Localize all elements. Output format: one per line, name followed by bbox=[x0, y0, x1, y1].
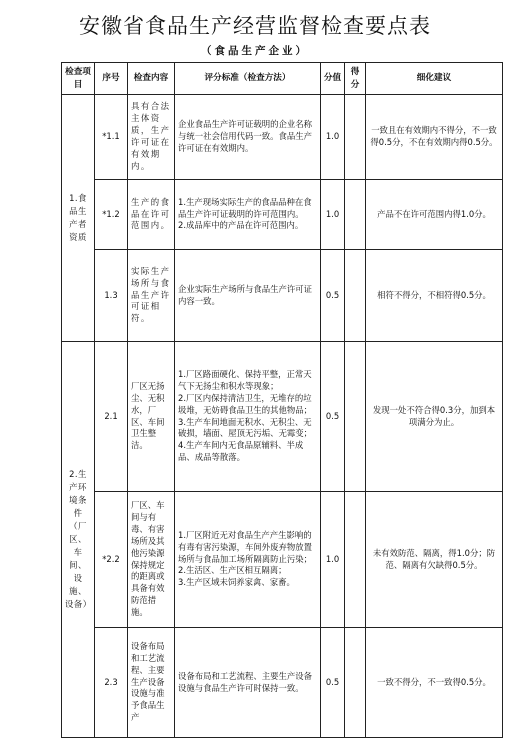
standard-line: 1.厂区路面硬化、保持平整，正常天气下无扬尘和积水等现象； bbox=[178, 368, 312, 391]
standard-line: 3.生产区域未饲养家禽、家畜。 bbox=[178, 577, 295, 588]
standard-line: 1.厂区附近无对食品生产产生影响的有毒有害污染源，车间外废弃物放置场所与食品加工场所隔离防止污染； bbox=[178, 529, 312, 564]
standard-line: 企业实际生产场所与食品生产许可证内容一致。 bbox=[178, 283, 312, 306]
standard-cell bbox=[175, 95, 321, 180]
get-cell bbox=[345, 492, 366, 628]
content-cell: 厂区无扬尘、无积水，厂区、车间卫生整洁。 bbox=[128, 342, 175, 492]
standard-line: 2.厂区内保持清洁卫生，无堆存的垃圾堆，无妨碍食品卫生的其他物品； bbox=[178, 392, 312, 415]
detail-cell: 产品不在许可范围内得1.0分。 bbox=[366, 180, 503, 250]
table-row bbox=[62, 628, 503, 738]
no-cell: *2.2 bbox=[95, 492, 128, 628]
header-no: 序号 bbox=[95, 63, 128, 95]
standard-cell bbox=[175, 180, 321, 250]
table-row bbox=[62, 250, 503, 342]
header-get: 得分 bbox=[345, 63, 366, 95]
document-subtitle: （食品生产企业） bbox=[201, 45, 309, 57]
header-detail: 细化建议 bbox=[366, 63, 503, 95]
detail-cell: 发现一处不符合得0.3分，加到本项满分为止。 bbox=[366, 342, 503, 492]
header-row bbox=[62, 63, 503, 95]
content-cell: 设备布局和工艺流程、主要生产设备设施与准予食品生产 bbox=[128, 628, 175, 738]
table-row bbox=[62, 342, 503, 492]
standard-line: 企业食品生产许可证载明的企业名称与统一社会信用代码一致。食品生产许可证在有效期内。 bbox=[178, 119, 312, 153]
header-standard: 评分标准（检查方法） bbox=[175, 63, 321, 95]
get-cell bbox=[345, 250, 366, 342]
header-content: 检查内容 bbox=[128, 63, 175, 95]
inspection-table bbox=[61, 62, 503, 738]
document-title: 安徽省食品生产经营监督检查要点表 bbox=[79, 14, 431, 38]
get-cell bbox=[345, 628, 366, 738]
get-cell bbox=[345, 342, 366, 492]
score-cell: 0.5 bbox=[321, 250, 345, 342]
standard-line: 2.生活区、生产区相互隔离； bbox=[178, 565, 287, 576]
content-cell: 厂区、车间与有毒、有害场所及其他污染源保持规定的距离或具备有效防范措施。 bbox=[128, 492, 175, 628]
standard-cell bbox=[175, 250, 321, 342]
detail-cell: 一致且在有效期内不得分，不一致得0.5分，不在有效期内得0.5分。 bbox=[366, 95, 503, 180]
content-cell: 具有合法主体资质，生产许可证在有效期内。 bbox=[128, 95, 175, 180]
standard-cell bbox=[175, 628, 321, 738]
standard-cell bbox=[175, 492, 321, 628]
no-cell: 2.1 bbox=[95, 342, 128, 492]
standard-cell bbox=[175, 342, 321, 492]
table-row bbox=[62, 180, 503, 250]
no-cell: *1.1 bbox=[95, 95, 128, 180]
table-row bbox=[62, 492, 503, 628]
standard-line: 2.成品库中的产品在许可范围内。 bbox=[178, 220, 304, 231]
detail-cell: 相符不得分，不相符得0.5分。 bbox=[366, 250, 503, 342]
get-cell bbox=[345, 180, 366, 250]
content-cell: 实际生产场所与食品生产许可证相符。 bbox=[128, 250, 175, 342]
standard-line: 4.生产车间内无食品原辅料、半成品、成品等散落。 bbox=[178, 440, 304, 463]
get-cell bbox=[345, 95, 366, 180]
detail-cell: 一致不得分，不一致得0.5分。 bbox=[366, 628, 503, 738]
score-cell: 0.5 bbox=[321, 342, 345, 492]
no-cell: *1.2 bbox=[95, 180, 128, 250]
standard-line: 设备布局和工艺流程、主要生产设备设施与食品生产许可时保持一致。 bbox=[178, 670, 312, 693]
standard-line: 1.生产现场实际生产的食品品种在食品生产许可证载明的许可范围内。 bbox=[178, 196, 312, 219]
header-item: 检查项目 bbox=[62, 63, 95, 95]
score-cell: 1.0 bbox=[321, 180, 345, 250]
item-cell: 1.食品生产者资质 bbox=[62, 95, 95, 342]
item-cell: 2.生产环境条件（厂区、车间、设施、设备） bbox=[62, 342, 95, 738]
score-cell: 0.5 bbox=[321, 628, 345, 738]
content-cell: 生产的食品在许可范围内。 bbox=[128, 180, 175, 250]
detail-cell: 未有效防范、隔离，得1.0分；防范、隔离有欠缺得0.5分。 bbox=[366, 492, 503, 628]
no-cell: 2.3 bbox=[95, 628, 128, 738]
score-cell: 1.0 bbox=[321, 492, 345, 628]
standard-line: 3.生产车间地面无积水、无积尘、无破损，墙面、屋顶无污垢、无霉变； bbox=[178, 416, 312, 439]
table-row bbox=[62, 95, 503, 180]
score-cell: 1.0 bbox=[321, 95, 345, 180]
no-cell: 1.3 bbox=[95, 250, 128, 342]
header-score: 分值 bbox=[321, 63, 345, 95]
